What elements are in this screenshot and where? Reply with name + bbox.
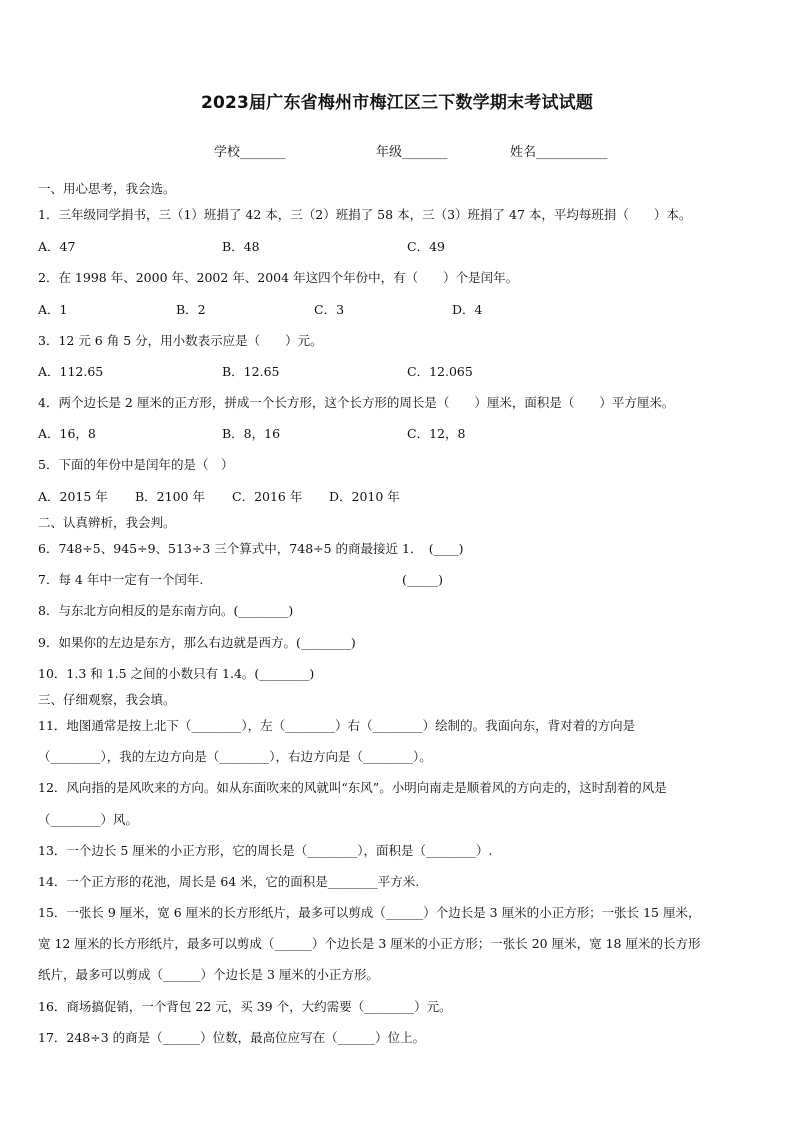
question-5: 5．下面的年份中是闰年的是（ ） — [38, 457, 234, 472]
question-17: 17．248÷3 的商是（______）位数，最高位应写在（______）位上。 — [38, 1030, 426, 1045]
question-6: 6．748÷5、945÷9、513÷3 三个算式中，748÷5 的商最接近 1． (____) — [38, 541, 464, 556]
question-15-line-3: 纸片，最多可以剪成（______）个边长是 3 厘米的小正方形。 — [38, 967, 379, 982]
question-2: 2．在 1998 年、2000 年、2002 年、2004 年这四个年份中，有（ ）个是闰年。 — [38, 270, 519, 285]
question-10: 10．1.3 和 1.5 之间的小数只有 1.4。(________) — [38, 666, 315, 681]
q2-option-d: D．4 — [452, 302, 483, 317]
grade-field: 年级_______ — [376, 145, 448, 160]
question-4: 4．两个边长是 2 厘米的正方形，拼成一个长方形，这个长方形的周长是（ ）厘米，面积是（ ）平方厘米。 — [38, 395, 675, 410]
q7-answer-blank: (_____) — [402, 572, 444, 587]
question-12-line-1: 12．风向指的是风吹来的方向。如从东面吹来的风就叫“东风”。小明向南走是顺着风的方向走的，这时刮着的风是 — [38, 780, 667, 795]
section-heading-1: 一、用心思考，我会选。 — [38, 181, 176, 196]
q1-option-c: C．49 — [407, 239, 445, 254]
page-title: 2023届广东省梅州市梅江区三下数学期末考试试题 — [200, 93, 594, 113]
question-15-line-1: 15．一张长 9 厘米，宽 6 厘米的长方形纸片，最多可以剪成（______）个边长是 3 厘米的小正方形；一张长 15 厘米， — [38, 905, 701, 920]
question-13: 13．一个边长 5 厘米的小正方形，它的周长是（________），面积是（________）. — [38, 843, 493, 858]
section-heading-2: 二、认真辨析，我会判。 — [38, 515, 176, 530]
q2-option-b: B．2 — [176, 302, 206, 317]
question-7: 7．每 4 年中一定有一个闰年. — [38, 572, 204, 587]
question-11-line-1: 11．地图通常是按上北下（________），左（________）右（________）绘制的。我面向东，背对着的方向是 — [38, 718, 636, 733]
q3-option-c: C．12.065 — [407, 364, 473, 379]
q4-option-b: B．8，16 — [222, 426, 281, 441]
q5-option-c: C．2016 年 — [232, 489, 303, 504]
question-12-line-2: （________）风。 — [38, 812, 139, 827]
q4-option-c: C．12，8 — [407, 426, 466, 441]
section-heading-3: 三、仔细观察，我会填。 — [38, 692, 176, 707]
question-8: 8．与东北方向相反的是东南方向。(________) — [38, 603, 294, 618]
question-11-line-2: （________），我的左边方向是（________），右边方向是（________）。 — [38, 749, 432, 764]
q5-option-d: D．2010 年 — [329, 489, 400, 504]
question-1: 1．三年级同学捐书，三（1）班捐了 42 本，三（2）班捐了 58 本，三（3）班捐了 47 本，平均每班捐（ ）本。 — [38, 207, 692, 222]
question-15-line-2: 宽 12 厘米的长方形纸片，最多可以剪成（______）个边长是 3 厘米的小正方形；一张长 20 厘米，宽 18 厘米的长方形 — [38, 936, 701, 951]
question-14: 14．一个正方形的花池，周长是 64 米，它的面积是________平方米. — [38, 874, 420, 889]
name-field: 姓名___________ — [510, 145, 608, 160]
question-9: 9．如果你的左边是东方，那么右边就是西方。(________) — [38, 635, 356, 650]
q5-option-b: B．2100 年 — [135, 489, 205, 504]
q5-option-a: A．2015 年 — [38, 489, 108, 504]
q3-option-b: B．12.65 — [222, 364, 280, 379]
school-field: 学校_______ — [214, 145, 286, 160]
question-3: 3．12 元 6 角 5 分，用小数表示应是（ ）元。 — [38, 333, 323, 348]
q2-option-c: C．3 — [314, 302, 345, 317]
q3-option-a: A．112.65 — [38, 364, 104, 379]
q1-option-a: A．47 — [38, 239, 76, 254]
q4-option-a: A．16，8 — [38, 426, 96, 441]
q2-option-a: A．1 — [38, 302, 68, 317]
question-16: 16．商场搞促销，一个背包 22 元，买 39 个，大约需要（________）元。 — [38, 999, 452, 1014]
q1-option-b: B．48 — [222, 239, 260, 254]
